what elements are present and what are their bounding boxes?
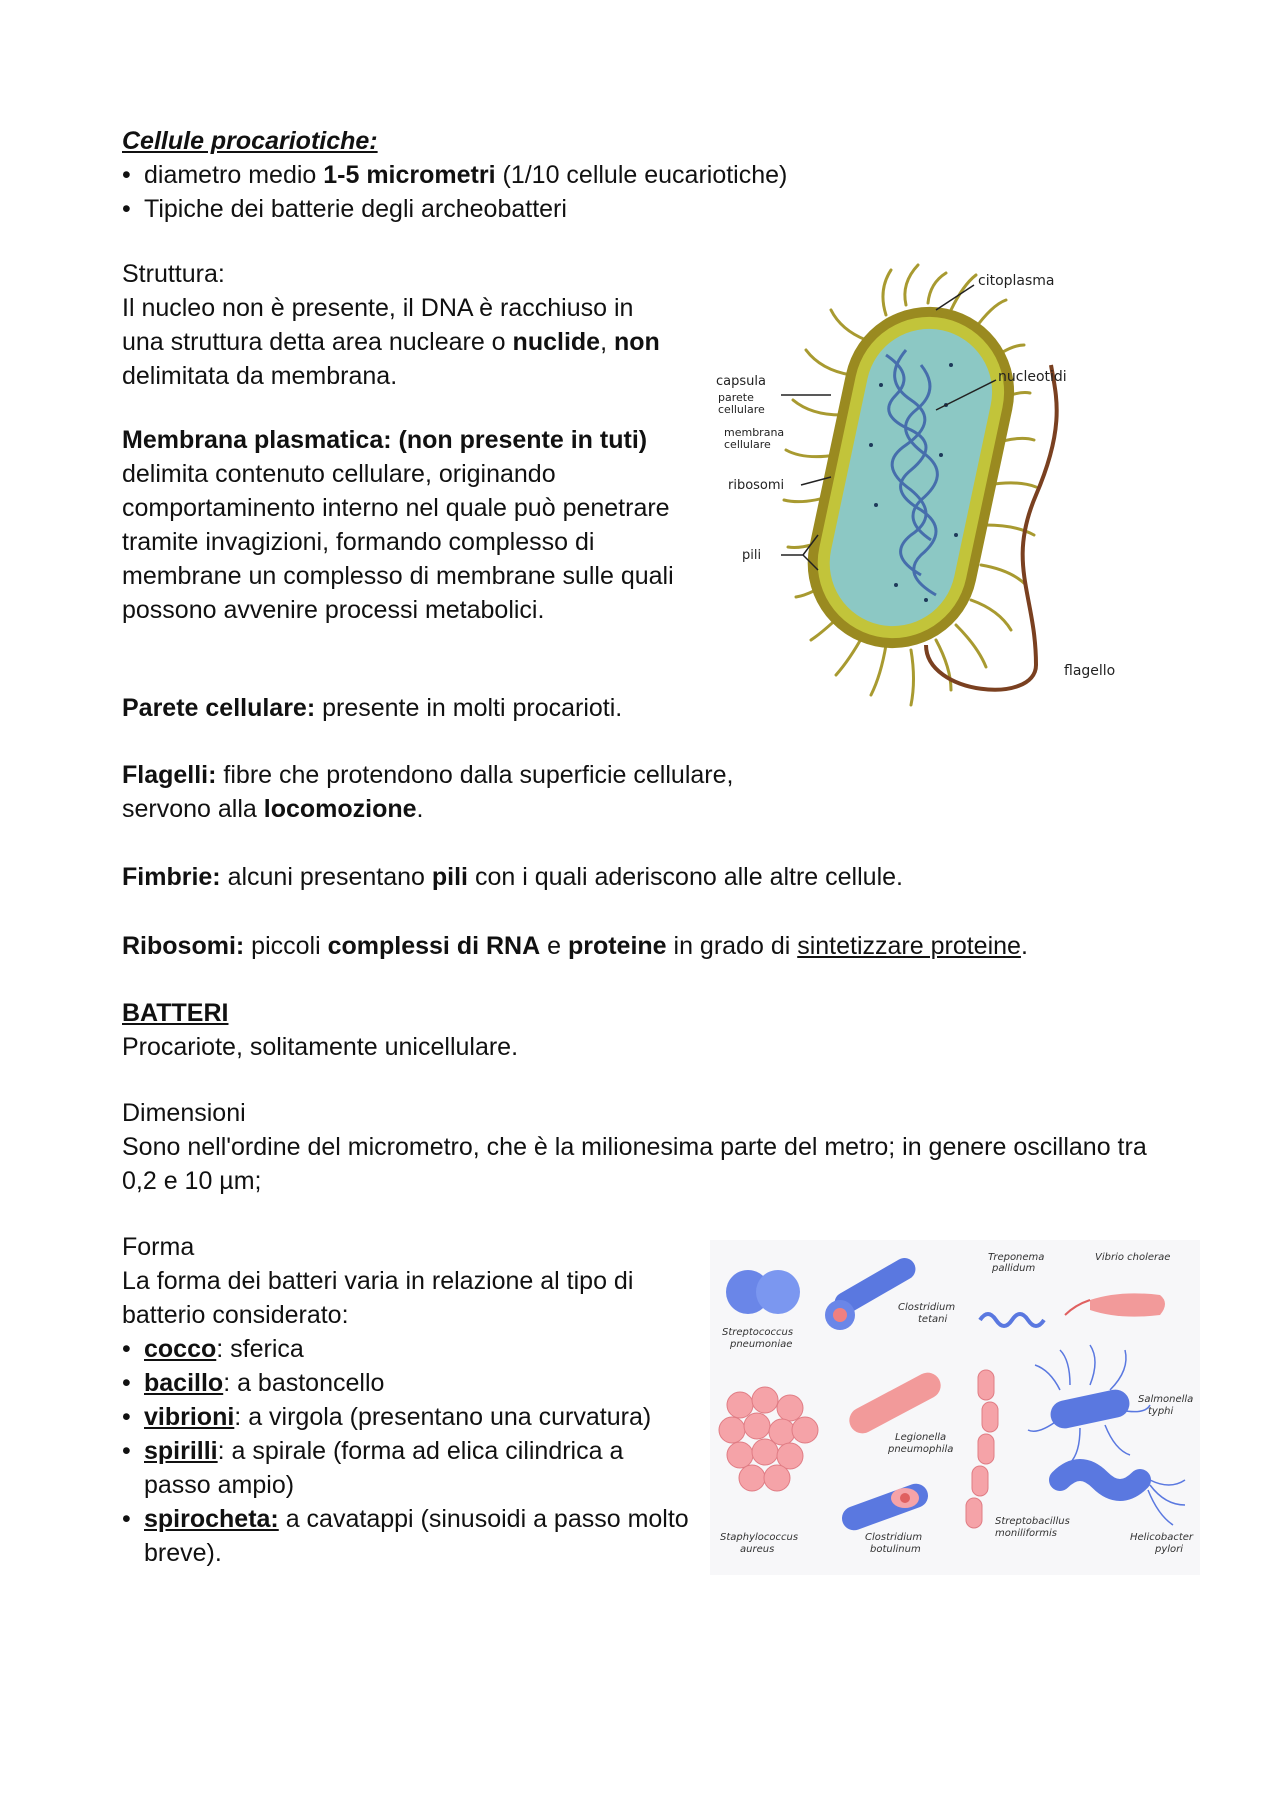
desc: : sferica — [216, 1335, 304, 1363]
section-ribosomi — [122, 929, 1202, 963]
bold-text: Ribosomi: — [122, 932, 245, 960]
bold-text: complessi di RNA — [327, 932, 541, 960]
term: spirocheta: — [144, 1505, 279, 1533]
section-membrana — [122, 423, 687, 627]
dimensioni-label: Dimensioni — [122, 1099, 246, 1127]
bold-text: proteine — [567, 932, 667, 960]
label-legionella: Legionella — [895, 1432, 947, 1443]
bold-text: pili — [431, 863, 468, 891]
label-treponema: pallidum — [992, 1263, 1036, 1274]
bold-text: Flagelli: — [122, 761, 217, 789]
bullet-diameter — [122, 158, 1162, 192]
section-title: Cellule procariotiche: — [122, 127, 378, 155]
label-salmonella: Salmonella — [1138, 1394, 1194, 1405]
label-streptobacillus: Streptobacillus — [995, 1516, 1070, 1527]
forma-item-spirilli — [122, 1434, 697, 1502]
streptococcus-shape — [756, 1270, 800, 1314]
section-prokaryotic — [122, 124, 1162, 226]
section-dimensioni — [122, 1096, 1172, 1198]
forma-list — [122, 1332, 697, 1570]
section-struttura — [122, 257, 682, 393]
text: e — [540, 932, 568, 960]
label-staphylococcus: aureus — [740, 1544, 775, 1555]
fimbrie-text — [122, 860, 1182, 894]
bold-text: nuclide — [512, 328, 601, 356]
bold-text: non — [613, 328, 660, 356]
label-clostridium-botulinum: Clostridium — [865, 1532, 923, 1543]
label-clostridium-tetani: tetani — [918, 1314, 948, 1325]
text: , — [600, 328, 614, 356]
struttura-label: Struttura: — [122, 260, 225, 288]
text: delimita contenuto cellulare, originando comportaminento interno nel quale può penetrare tramite invagizioni, formando complesso di membrane un complesso di membrane sulle quali possono avvenire processi metabolici. — [122, 460, 674, 624]
label-legionella: pneumophila — [888, 1444, 954, 1455]
label-nucleotidi: nucleotidi — [998, 369, 1067, 385]
membrana-text — [122, 423, 687, 627]
label-membrana-2: cellulare — [724, 438, 771, 451]
term: vibrioni — [144, 1403, 235, 1431]
desc: a cavatappi (sinusoidi a passo molto breve). — [144, 1505, 689, 1567]
desc: : a virgola (presentano una curvatura) — [234, 1403, 652, 1431]
desc: : a bastoncello — [223, 1369, 385, 1397]
text: fibre che protendono dalla superficie cellulare, servono alla — [122, 761, 734, 823]
batteri-title: BATTERI — [122, 999, 229, 1027]
underlined-text: sintetizzare proteine — [797, 932, 1021, 960]
label-parete-2: cellulare — [718, 403, 765, 416]
bullet-typical: • Tipiche dei batterie degli archeobatteri — [122, 192, 1162, 226]
forma-item-vibrioni — [122, 1400, 697, 1434]
text: Il nucleo non è presente, il DNA è racchiuso in una struttura detta area nucleare o — [122, 294, 634, 356]
text: . — [1020, 932, 1028, 960]
label-helicobacter: Helicobacter — [1130, 1532, 1194, 1543]
text: presente in molti procarioti. — [315, 694, 623, 722]
label-parete-1: parete — [718, 391, 754, 404]
text: diametro medio — [144, 161, 324, 189]
label-salmonella: typhi — [1148, 1406, 1174, 1417]
flagelli-text — [122, 758, 742, 826]
parete-text — [122, 691, 742, 725]
desc: : a spirale (forma ad elica cilindrica a passo ampio) — [144, 1437, 624, 1499]
text: con i quali aderiscono alle altre cellule. — [468, 863, 903, 891]
ribosomi-text — [122, 929, 1202, 963]
term: cocco — [144, 1335, 217, 1363]
label-clostridium-tetani: Clostridium — [898, 1302, 956, 1313]
section-forma — [122, 1230, 697, 1570]
forma-item-spirocheta — [122, 1502, 697, 1570]
struttura-text — [122, 291, 682, 393]
forma-item-cocco — [122, 1332, 697, 1366]
dimensioni-text: Sono nell'ordine del micrometro, che è la milionesima parte del metro; in genere oscillano tra 0,2 e 10 µm; — [122, 1133, 1147, 1195]
label-clostridium-botulinum: botulinum — [870, 1544, 921, 1555]
label-treponema: Treponema — [988, 1252, 1045, 1263]
prokaryotic-cell-diagram — [706, 245, 1126, 725]
text: delimitata da membrana. — [122, 362, 398, 390]
section-flagelli — [122, 758, 742, 826]
bold-text: locomozione — [263, 795, 417, 823]
text: (1/10 cellule eucariotiche) — [495, 161, 788, 189]
label-helicobacter: pylori — [1155, 1544, 1184, 1555]
label-ribosomi: ribosomi — [728, 478, 785, 493]
label-staphylococcus: Staphylococcus — [720, 1532, 799, 1543]
label-pili: pili — [742, 548, 762, 563]
label-citoplasma: citoplasma — [978, 273, 1055, 289]
bold-text: Parete cellulare: — [122, 694, 316, 722]
bold-text: Fimbrie: — [122, 863, 221, 891]
section-fimbrie — [122, 860, 1182, 894]
label-flagello: flagello — [1064, 663, 1116, 679]
label-vibrio: Vibrio cholerae — [1095, 1252, 1171, 1263]
label-streptococcus: pneumoniae — [730, 1339, 793, 1350]
bold-text: Membrana plasmatica: (non presente in tuti) — [122, 426, 648, 454]
term: spirilli — [144, 1437, 218, 1465]
section-batteri — [122, 996, 1182, 1064]
label-streptobacillus: moniliformis — [995, 1528, 1058, 1539]
bullet-list — [122, 158, 1162, 226]
text: alcuni presentano — [220, 863, 432, 891]
bold-text: 1-5 micrometri — [323, 161, 496, 189]
bacteria-shapes-diagram — [710, 1240, 1200, 1575]
forma-intro: La forma dei batteri varia in relazione al tipo di batterio considerato: — [122, 1267, 634, 1329]
section-parete — [122, 691, 742, 725]
forma-label: Forma — [122, 1233, 195, 1261]
text: piccoli — [244, 932, 328, 960]
text: . — [416, 795, 424, 823]
label-membrana-1: membrana — [724, 426, 785, 439]
label-streptococcus: Streptococcus — [722, 1327, 794, 1338]
forma-item-bacillo — [122, 1366, 697, 1400]
batteri-text: Procariote, solitamente unicellulare. — [122, 1033, 519, 1061]
label-capsula: capsula — [716, 374, 766, 389]
term: bacillo — [144, 1369, 224, 1397]
text: in grado di — [666, 932, 798, 960]
